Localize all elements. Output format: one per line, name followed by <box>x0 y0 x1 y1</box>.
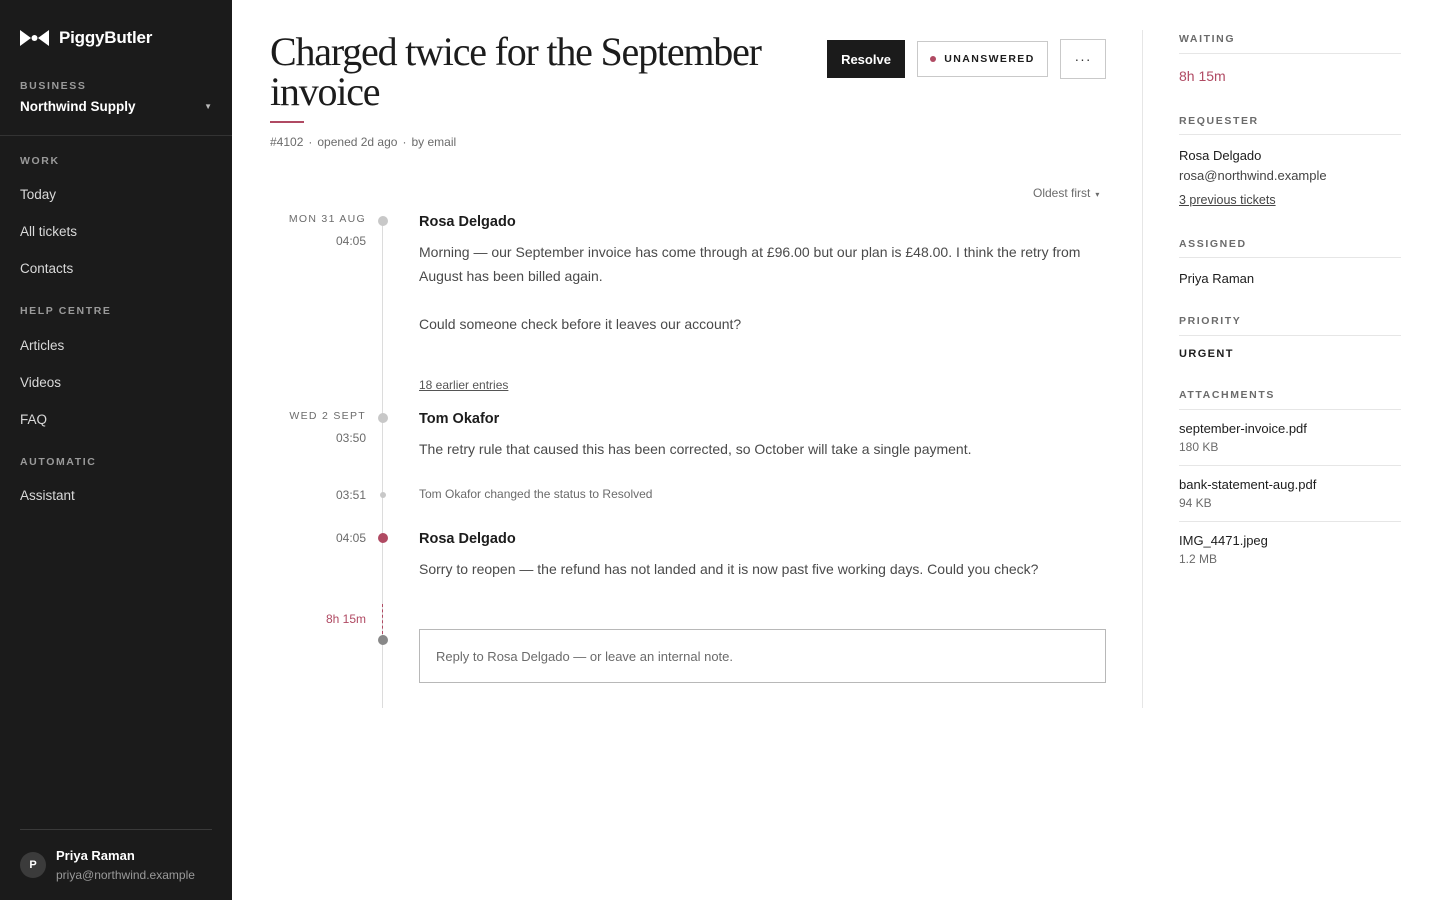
waiting-label: WAITING <box>1179 33 1236 45</box>
requester-label: REQUESTER <box>1179 115 1259 127</box>
ticket-opened: opened 2d ago <box>317 135 398 149</box>
requester-email[interactable]: rosa@northwind.example <box>1179 168 1327 183</box>
attachment-name: IMG_4471.jpeg <box>1179 533 1268 548</box>
section-label-help-centre: HELP CENTRE <box>20 305 112 317</box>
user-divider <box>20 829 212 830</box>
entry-author[interactable]: Rosa Delgado <box>419 531 516 547</box>
timeline-dot-reply <box>378 635 388 645</box>
assigned-label: ASSIGNED <box>1179 238 1247 250</box>
previous-tickets-link[interactable]: 3 previous tickets <box>1179 193 1276 207</box>
chevron-down-icon: ▼ <box>204 102 212 111</box>
attachment-size: 180 KB <box>1179 440 1219 454</box>
status-button[interactable] <box>917 41 1048 77</box>
priority-label: PRIORITY <box>1179 315 1242 327</box>
sort-label: Oldest first <box>1033 186 1091 200</box>
nav-item-videos[interactable]: Videos <box>20 375 62 390</box>
nav-item-all-tickets[interactable]: All tickets <box>20 224 78 239</box>
earlier-entries-link[interactable]: 18 earlier entries <box>419 378 509 392</box>
nav-item-articles[interactable]: Articles <box>20 338 65 353</box>
entry-message: The retry rule that caused this has been corrected, so October will take a single payment. <box>419 441 972 457</box>
attachment-item[interactable] <box>1179 477 1401 510</box>
entry-message: Sorry to reopen — the refund has not landed and it is now past five working days. Could you check? <box>419 561 1039 577</box>
attachment-size: 94 KB <box>1179 496 1212 510</box>
section-rule <box>1179 335 1401 336</box>
priority-value[interactable]: URGENT <box>1179 348 1234 360</box>
nav-item-contacts[interactable]: Contacts <box>20 261 74 276</box>
ticket-title: Charged twice for the September invoice <box>270 29 761 114</box>
sidebar-divider <box>0 135 232 136</box>
attachment-divider <box>1179 521 1401 522</box>
entry-author[interactable]: Rosa Delgado <box>419 214 516 230</box>
panel-divider <box>1142 30 1143 708</box>
status-label: UNANSWERED <box>944 53 1035 65</box>
timeline-dot <box>378 216 388 226</box>
attachment-item[interactable] <box>1179 533 1401 566</box>
title-accent-rule <box>270 121 304 123</box>
waiting-dashed-line <box>382 604 383 634</box>
chevron-down-icon: ▾ <box>1095 190 1100 199</box>
section-rule <box>1179 257 1401 258</box>
entry-author[interactable]: Tom Okafor <box>419 411 500 427</box>
ticket-number: #4102 <box>270 135 304 149</box>
section-label-automatic: AUTOMATIC <box>20 456 97 468</box>
more-options-button[interactable]: ··· <box>1060 39 1106 79</box>
business-switcher[interactable] <box>20 99 212 114</box>
entry-time: 04:05 <box>335 234 366 248</box>
entry-time: 04:05 <box>335 531 366 545</box>
section-rule <box>1179 134 1401 135</box>
reply-input[interactable] <box>419 629 1106 683</box>
brand[interactable] <box>20 28 152 48</box>
attachment-divider <box>1179 465 1401 466</box>
section-rule <box>1179 53 1401 54</box>
assigned-name[interactable]: Priya Raman <box>1179 271 1255 286</box>
avatar[interactable]: P <box>20 852 46 878</box>
nav-item-faq[interactable]: FAQ <box>20 412 48 427</box>
nav-item-today[interactable]: Today <box>20 187 57 202</box>
app-name: PiggyButler <box>59 28 153 47</box>
attachment-item[interactable] <box>1179 421 1401 454</box>
sort-dropdown[interactable] <box>1033 186 1099 200</box>
requester-name[interactable]: Rosa Delgado <box>1179 148 1262 163</box>
waiting-time-marker: 8h 15m <box>325 612 366 626</box>
user-email: priya@northwind.example <box>56 868 195 882</box>
attachment-name: bank-statement-aug.pdf <box>1179 477 1317 492</box>
status-dot-icon <box>930 56 936 62</box>
nav-item-assistant[interactable]: Assistant <box>20 488 75 503</box>
attachments-label: ATTACHMENTS <box>1179 389 1275 401</box>
business-label: BUSINESS <box>20 80 87 92</box>
timeline-dot-latest <box>378 533 388 543</box>
entry-date: WED 2 SEPT <box>289 410 366 422</box>
ticket-meta: #4102 · opened 2d ago · by email <box>270 135 457 149</box>
resolve-button[interactable]: Resolve <box>827 40 905 78</box>
entry-date: MON 31 AUG <box>288 213 366 225</box>
attachment-size: 1.2 MB <box>1179 552 1218 566</box>
attachment-name: september-invoice.pdf <box>1179 421 1307 436</box>
sidebar <box>0 0 232 900</box>
business-name: Northwind Supply <box>20 99 136 114</box>
section-rule <box>1179 409 1401 410</box>
ticket-channel: by email <box>411 135 457 149</box>
entry-message: Morning — our September invoice has come through at £96.00 but our plan is £48.00. I think the retry from August has been billed again. <box>419 244 1081 284</box>
section-label-work: WORK <box>20 155 60 167</box>
entry-message: Could someone check before it leaves our account? <box>419 316 742 332</box>
user-name: Priya Raman <box>56 848 135 863</box>
event-time: 03:51 <box>335 488 366 502</box>
status-change-event: Tom Okafor changed the status to Resolved <box>419 487 653 501</box>
timeline-dot-event <box>380 492 386 498</box>
timeline-dot <box>378 413 388 423</box>
entry-time: 03:50 <box>335 431 366 445</box>
waiting-value: 8h 15m <box>1179 68 1226 84</box>
piggybutler-logo-icon <box>20 28 49 48</box>
